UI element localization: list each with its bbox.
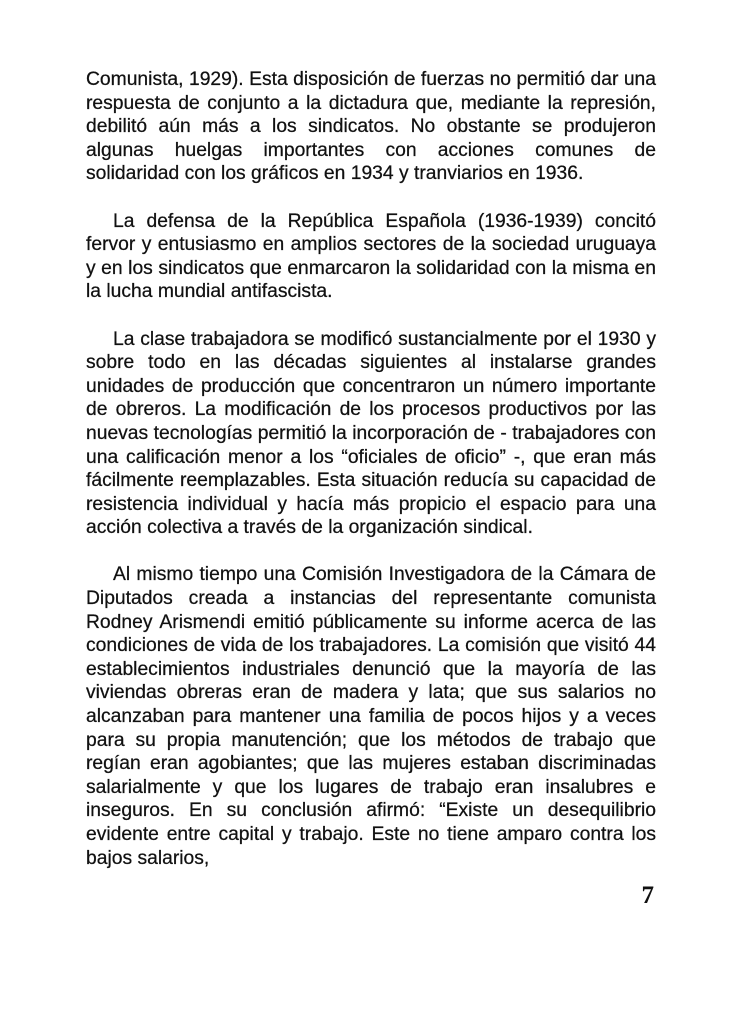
paragraph-republica-espanola: La defensa de la República Española (1936-1939) concitó fervor y entusiasmo en amplios sectores de la sociedad uruguaya y en los sindicatos que enmarcaron la solidaridad con la misma en la lucha mundial antifascista. (86, 210, 656, 303)
paragraph-continuation: Comunista, 1929). Esta disposición de fuerzas no permitió dar una respuesta de conjunto a la dictadura que, mediante la represión, debilitó aún más a los sindicatos. No obstante se produjeron algunas huelgas importantes con acciones comunes de solidaridad con los gráficos en 1934 y tranviarios en 1936. (86, 69, 656, 185)
paragraph-clase-trabajadora: La clase trabajadora se modificó sustancialmente por el 1930 y sobre todo en las décadas siguientes al instalarse grandes unidades de producción que concentraron un número importante de obreros. La modificación de los procesos productivos por las nuevas tecnologías permitió la incorporación de - trabajadores con una calificación menor a los “oficiales de oficio” -, que eran más fácilmente reemplazables. Esta situación reducía su capacidad de resistencia individual y hacía más propicio el espacio para una acción colectiva a través de la organización sindical. (86, 328, 656, 539)
page-number: 7 (641, 882, 654, 909)
paragraph-comision-investigadora: Al mismo tiempo una Comisión Investigadora de la Cámara de Diputados creada a instancias del representante comunista Rodney Arismendi emitió públicamente su informe acerca de las condiciones de vida de los trabajadores. La comisión que visitó 44 establecimientos industriales denunció que la mayoría de las viviendas obreras eran de madera y lata; que sus salarios no alcanzaban para mantener una familia de pocos hijos y a veces para su propia manutención; que los métodos de trabajo que regían eran agobiantes; que las mujeres estaban discriminadas salarialmente y que los lugares de trabajo eran insalubres e inseguros. En su conclusión afirmó: “Existe un desequilibrio evidente entre capital y trabajo. Este no tiene amparo contra los bajos salarios, (86, 564, 656, 869)
page-body (86, 68, 656, 894)
